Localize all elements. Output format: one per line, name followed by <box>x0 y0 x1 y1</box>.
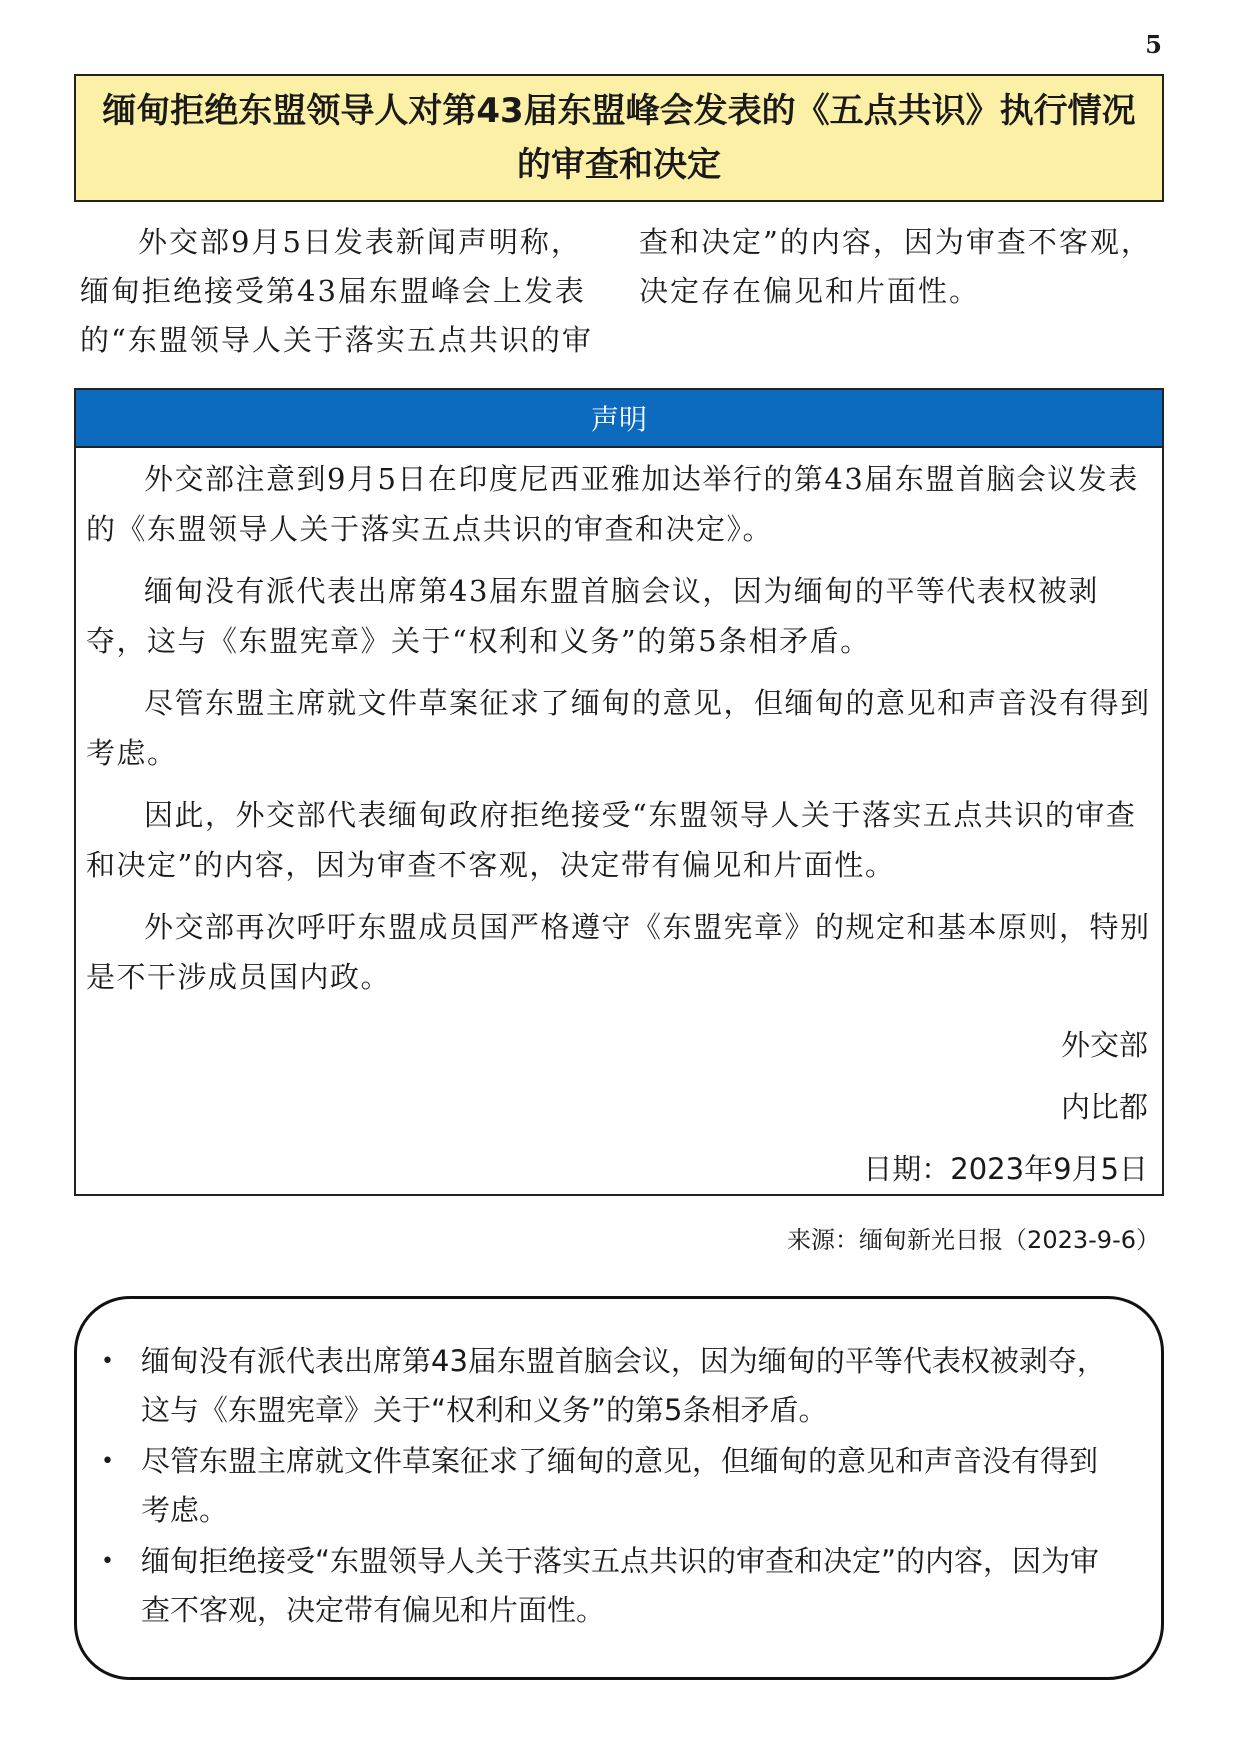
intro-paragraph: 外交部9月5日发表新闻声明称，缅甸拒绝接受第43届东盟峰会上发表的“东盟领导人关于落实五点共识的审查和决定”的内容，因为审查不客观，决定存在偏见和片面性。 <box>80 225 1152 357</box>
statement-paragraph: 缅甸没有派代表出席第43届东盟首脑会议，因为缅甸的平等代表权被剥夺，这与《东盟宪章》关于“权利和义务”的第5条相矛盾。 <box>86 574 1099 658</box>
signature-place: 内比都 <box>1060 1090 1148 1124</box>
statement-body <box>76 448 1162 1200</box>
bullet-icon: • <box>101 1349 114 1374</box>
statement-paragraph: 尽管东盟主席就文件草案征求了缅甸的意见，但缅甸的意见和声音没有得到考虑。 <box>86 686 1151 770</box>
source-citation: 来源：缅甸新光日报（2023-9-6） <box>787 1226 1160 1254</box>
signature-org: 外交部 <box>1060 1028 1148 1062</box>
page-number: 5 <box>1145 30 1162 59</box>
intro-text <box>80 218 1158 368</box>
summary-item-text: 缅甸拒绝接受“东盟领导人关于落实五点共识的审查和决定”的内容，因为审查不客观，决定带有偏见和片面性。 <box>141 1544 1100 1627</box>
summary-item <box>101 1537 1121 1635</box>
summary-list <box>101 1337 1121 1635</box>
page-title: 缅甸拒绝东盟领导人对第43届东盟峰会发表的《五点共识》执行情况的审查和决定 <box>102 91 1136 185</box>
summary-item-text: 缅甸没有派代表出席第43届东盟首脑会议，因为缅甸的平等代表权被剥夺，这与《东盟宪章》关于“权利和义务”的第5条相矛盾。 <box>141 1344 1106 1427</box>
summary-box <box>74 1296 1164 1680</box>
statement-box <box>74 388 1164 1196</box>
statement-paragraph: 因此，外交部代表缅甸政府拒绝接受“东盟领导人关于落实五点共识的审查和决定”的内容，因为审查不客观，决定带有偏见和片面性。 <box>86 798 1137 882</box>
title-box <box>74 74 1164 202</box>
statement-paragraph: 外交部再次呼吁东盟成员国严格遵守《东盟宪章》的规定和基本原则，特别是不干涉成员国内政。 <box>86 910 1151 994</box>
bullet-icon: • <box>101 1449 114 1474</box>
signature-date: 日期：2023年9月5日 <box>863 1152 1148 1186</box>
statement-paragraph: 外交部注意到9月5日在印度尼西亚雅加达举行的第43届东盟首脑会议发表的《东盟领导人关于落实五点共识的审查和决定》。 <box>86 462 1139 546</box>
summary-item-text: 尽管东盟主席就文件草案征求了缅甸的意见，但缅甸的意见和声音没有得到考虑。 <box>141 1444 1099 1527</box>
statement-header: 声明 <box>76 390 1162 448</box>
summary-item <box>101 1337 1121 1435</box>
signature <box>86 1014 1154 1200</box>
summary-item <box>101 1437 1121 1535</box>
bullet-icon: • <box>101 1549 114 1574</box>
